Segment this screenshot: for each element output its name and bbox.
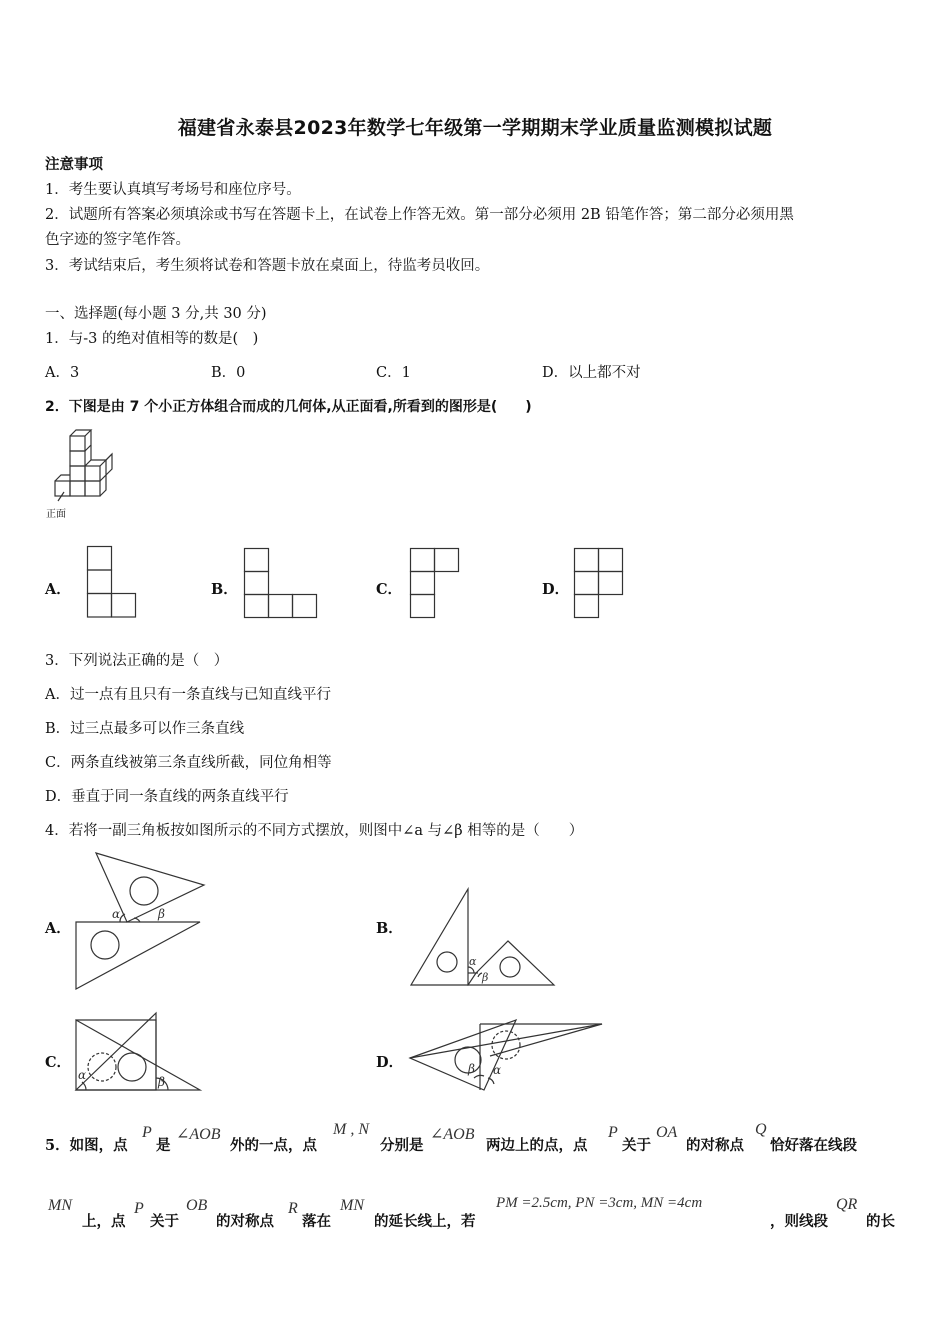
q5-l2-m8: MN xyxy=(340,1197,364,1214)
q4-figure-a xyxy=(72,850,207,992)
q5-l1-t10: 关于 xyxy=(622,1137,651,1154)
q5-l1-m9: P xyxy=(608,1124,618,1141)
q5-l1-m5: M , N xyxy=(333,1121,369,1138)
q4-option-c[interactable]: C． xyxy=(45,1054,72,1071)
q5-l2-m12: QR xyxy=(836,1196,858,1213)
q2-figure-a xyxy=(87,546,137,618)
q4-option-b[interactable]: B． xyxy=(376,920,403,937)
q1-stem: 1．与-3 的绝对值相等的数是( ) xyxy=(45,331,259,347)
q5-l1-m7: ∠AOB xyxy=(430,1126,475,1143)
beta-label-a: β xyxy=(158,907,165,921)
q5-l1-m3: ∠AOB xyxy=(176,1126,221,1143)
q5-l1-t14: 恰好落在线段 xyxy=(770,1137,857,1154)
beta-label-b: β xyxy=(482,971,489,984)
q2-option-c[interactable]: C． xyxy=(376,581,403,598)
page-title: 福建省永泰县2023年数学七年级第一学期期末学业质量监测模拟试题 xyxy=(177,117,773,139)
alpha-label-d: α xyxy=(493,1063,502,1077)
q2-option-b[interactable]: B． xyxy=(211,581,238,598)
alpha-label-a: α xyxy=(112,907,121,921)
q5-l2-m4: OB xyxy=(186,1197,208,1214)
q2-figure-c xyxy=(410,548,460,618)
q2-figure-d xyxy=(574,548,624,618)
q1-option-b[interactable]: B．0 xyxy=(211,365,246,381)
q2-stem: 2．下图是由 7 个小正方体组合而成的几何体,从正面看,所看到的图形是( ) xyxy=(45,399,532,415)
q5-l2-t9: 的延长线上，若 xyxy=(374,1213,476,1230)
beta-label-d: β xyxy=(468,1062,475,1076)
beta-label-c: β xyxy=(158,1075,165,1089)
q3-option-a[interactable]: A．过一点有且只有一条直线与已知直线平行 xyxy=(45,687,331,703)
q5-l2-m10: PM =2.5cm, PN =3cm, MN =4cm xyxy=(496,1195,703,1211)
q3-option-d[interactable]: D．垂直于同一条直线的两条直线平行 xyxy=(45,789,289,805)
q4-figure-c xyxy=(72,1010,204,1092)
q5-l2-t13: 的长 xyxy=(866,1213,895,1230)
q3-option-c[interactable]: C．两条直线被第三条直线所截，同位角相等 xyxy=(45,755,332,771)
q4-option-d[interactable]: D． xyxy=(376,1054,404,1071)
q5-l1-m13: Q xyxy=(755,1121,767,1138)
q5-l1-t6: 分别是 xyxy=(380,1137,424,1154)
q1-option-d[interactable]: D．以上都不对 xyxy=(542,365,641,381)
q5-l2-m2: P xyxy=(134,1200,144,1217)
front-label: 正面 xyxy=(46,509,66,520)
notice-item-1: 1．考生要认真填写考场号和座位序号。 xyxy=(45,182,301,198)
q5-l1-t2: 是 xyxy=(156,1137,171,1154)
alpha-label-c: α xyxy=(78,1068,87,1082)
notice-item-3: 3．考试结束后，考生须将试卷和答题卡放在桌面上，待监考员收回。 xyxy=(45,258,490,274)
q5-l2-m0: MN xyxy=(48,1197,72,1214)
notice-heading: 注意事项 xyxy=(45,156,103,173)
q5-l2-t5: 的对称点 xyxy=(216,1213,274,1230)
q5-l1-m11: OA xyxy=(656,1124,678,1141)
q4-stem: 4．若将一副三角板按如图所示的不同方式摆放，则图中∠a 与∠β 相等的是（ ） xyxy=(45,823,584,839)
q1-option-a[interactable]: A．3 xyxy=(45,365,80,381)
q1-option-c[interactable]: C．1 xyxy=(376,365,411,381)
q5-l2-m6: R xyxy=(288,1200,298,1217)
q4-option-a[interactable]: A． xyxy=(45,920,71,937)
q5-l1-t8: 两边上的点，点 xyxy=(486,1137,588,1154)
q5-l1-t4: 外的一点，点 xyxy=(230,1137,317,1154)
q4-figure-b xyxy=(408,885,558,990)
q2-option-a[interactable]: A． xyxy=(45,581,71,598)
notice-item-2: 2．试题所有答案必须填涂或书写在答题卡上，在试卷上作答无效。第一部分必须用 2B 铅笔作答；第二部分必须用黑 xyxy=(45,207,794,223)
q3-option-b[interactable]: B．过三点最多可以作三条直线 xyxy=(45,721,245,737)
q5-l2-t7: 落在 xyxy=(302,1213,331,1230)
q2-figure-b xyxy=(244,548,318,618)
notice-item-2-cont: 色字迹的签字笔作答。 xyxy=(45,232,190,248)
q5-l2-t11: ，则线段 xyxy=(770,1213,828,1230)
q5-l1-m1: P xyxy=(142,1124,152,1141)
q5-l2-t1: 上，点 xyxy=(82,1213,126,1230)
q4-figure-d xyxy=(406,1018,606,1094)
q2-option-d[interactable]: D． xyxy=(542,581,570,598)
q5-l1-t0: 5．如图，点 xyxy=(45,1137,128,1154)
section-heading: 一、选择题(每小题 3 分,共 30 分) xyxy=(45,306,267,322)
q5-l2-t3: 关于 xyxy=(150,1213,179,1230)
q2-cube-figure xyxy=(50,428,120,508)
q3-stem: 3．下列说法正确的是（ ） xyxy=(45,653,229,669)
alpha-label-b: α xyxy=(469,955,477,968)
q5-l1-t12: 的对称点 xyxy=(686,1137,744,1154)
